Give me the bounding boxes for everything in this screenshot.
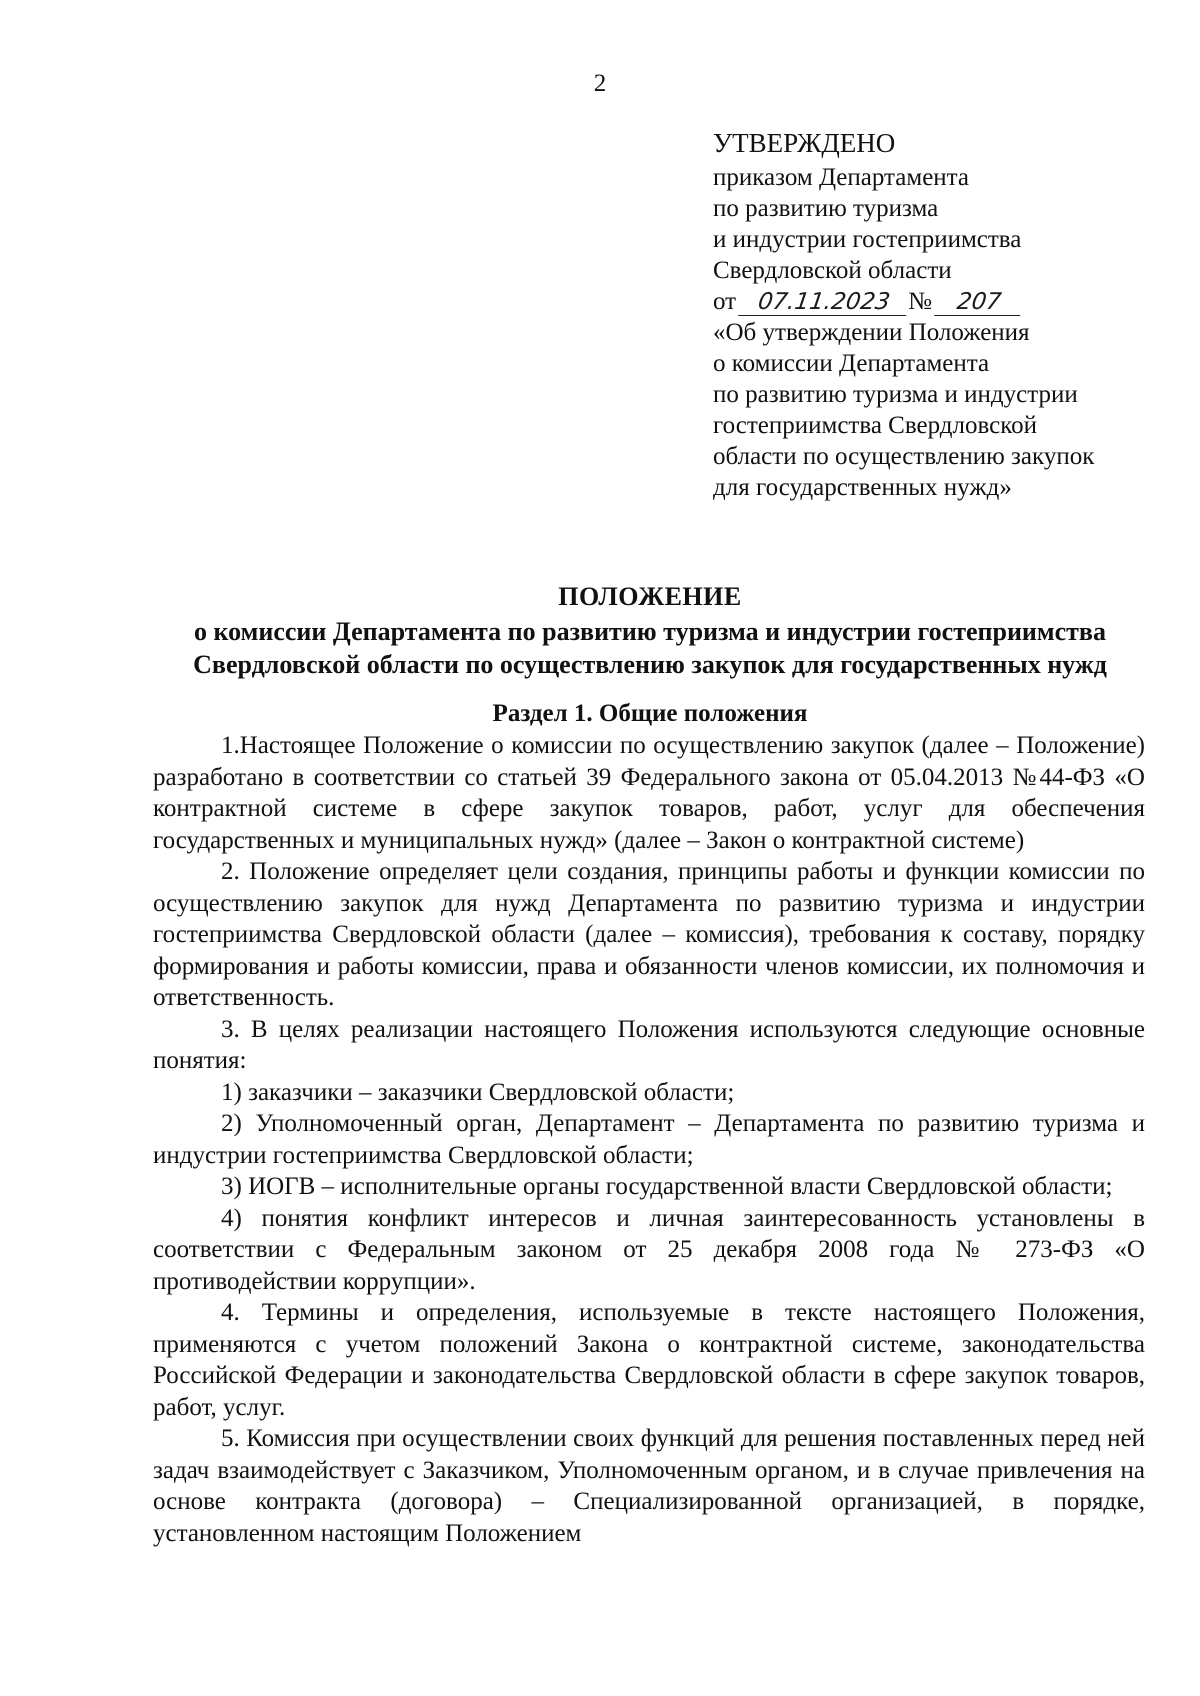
- paragraph: 1.Настоящее Положение о комиссии по осуществлению закупок (далее – Положение) разработано в соответствии со статьей 39 Федерального закона от 05.04.2013 №44-ФЗ «О контрактной системе в сфере закупок товаров, работ, услуг для обеспечения государственных и муниципальных нужд» (далее – Закон о контрактной системе): [153, 732, 1145, 854]
- number-label: №: [908, 288, 932, 315]
- paragraph: 3. В целях реализации настоящего Положения используются следующие основные понятия:: [153, 1015, 1145, 1074]
- section-body: [153, 730, 1145, 1549]
- paragraph: 1) заказчики – заказчики Свердловской области;: [221, 1078, 735, 1106]
- page-number: 2: [593, 70, 607, 97]
- document-subtitle-line: о комиссии Департамента по развитию туризма и индустрии гостеприимства: [194, 617, 1106, 646]
- order-date-line: [713, 286, 1153, 317]
- handwritten-date: 07.11.2023: [738, 289, 910, 316]
- paragraph: 4) понятия конфликт интересов и личная заинтересованность установлены в соответствии с Федеральным законом от 25 декабря 2008 года № 273-ФЗ «О противодействии коррупции».: [153, 1204, 1145, 1295]
- subject-line: по развитию туризма и индустрии: [713, 381, 1078, 408]
- subject-line: гостеприимства Свердловской: [713, 412, 1037, 439]
- subject-line: области по осуществлению закупок: [713, 443, 1095, 470]
- handwritten-number: 207: [934, 289, 1024, 316]
- paragraph: 2) Уполномоченный орган, Департамент – Департамента по развитию туризма и индустрии гостеприимства Свердловской области;: [153, 1110, 1145, 1169]
- approval-line: по развитию туризма: [713, 195, 939, 222]
- paragraph: 2. Положение определяет цели создания, принципы работы и функции комиссии по осуществлению закупок для нужд Департамента по развитию туризма и индустрии гостеприимства Свердловской области (далее – комиссия), требования к составу, порядку формирования и работы комиссии, права и обязанности членов комиссии, их полномочия и ответственность.: [153, 858, 1145, 1011]
- subject-line: «Об утверждении Положения: [713, 319, 1030, 346]
- document-title-block: [150, 580, 1150, 681]
- approval-stamp: УТВЕРЖДЕНО: [713, 128, 896, 158]
- approval-block: [713, 128, 1153, 503]
- approval-line: приказом Департамента: [713, 164, 969, 191]
- paragraph: 3) ИОГВ – исполнительные органы государственной власти Свердловской области;: [221, 1173, 1113, 1200]
- subject-line: о комиссии Департамента: [713, 350, 990, 377]
- approval-line: и индустрии гостеприимства: [713, 226, 1022, 253]
- approval-line: Свердловской области: [713, 257, 952, 284]
- section-heading: Раздел 1. Общие положения: [492, 700, 808, 727]
- paragraph: 5. Комиссия при осуществлении своих функций для решения поставленных перед ней задач взаимодействует с Заказчиком, Уполномоченным органом, и в случае привлечения на основе контракта (договора) – Специализированной организацией, в порядке, установленном настоящим Положением: [153, 1425, 1145, 1547]
- subject-line: для государственных нужд»: [713, 474, 1012, 501]
- document-title: ПОЛОЖЕНИЕ: [558, 582, 742, 611]
- paragraph: 4. Термины и определения, используемые в тексте настоящего Положения, применяются с учетом положений Закона о контрактной системе, законодательства Российской Федерации и законодательства Свердловской области в сфере закупок товаров, работ, услуг.: [153, 1299, 1145, 1421]
- date-prefix: от: [713, 288, 737, 315]
- document-subtitle-line: Свердловской области по осуществлению закупок для государственных нужд: [193, 650, 1107, 679]
